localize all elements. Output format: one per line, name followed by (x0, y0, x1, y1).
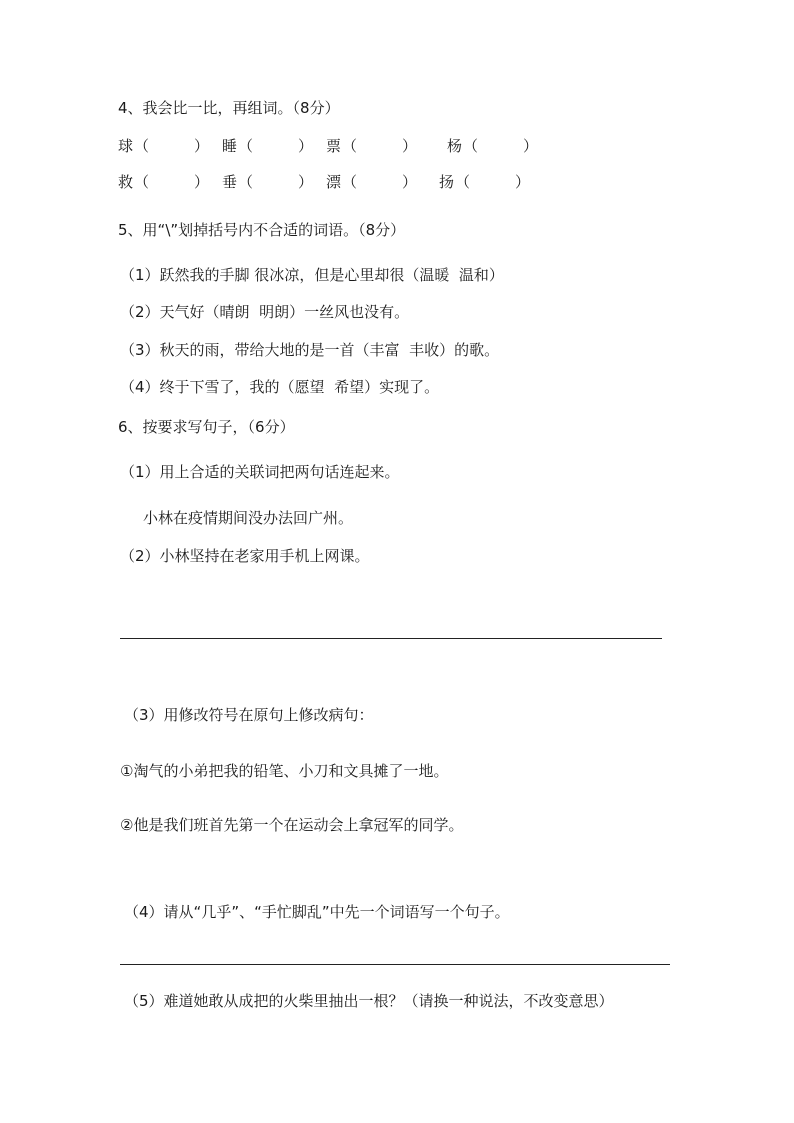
q4-row1-blank-2[interactable]: （ ） (238, 137, 314, 155)
q4-row1-blank-4[interactable]: （ ） (463, 137, 539, 155)
q4-row2-char-3: 漂 (326, 173, 342, 191)
q6-part4-instruction: （4）请从“几乎”、“手忙脚乱”中先一个词语写一个句子。 (124, 903, 510, 921)
q4-row2-char-2: 垂 (222, 173, 238, 191)
answer-line-1[interactable] (120, 638, 662, 639)
q6-part3-sentence-1: ①淘气的小弟把我的铅笔、小刀和文具摊了一地。 (120, 762, 449, 780)
q6-part1-sentence-b: （2）小林坚持在老家用手机上网课。 (120, 547, 370, 565)
answer-line-2[interactable] (120, 964, 670, 965)
q6-part3-sentence-2: ②他是我们班首先第一个在运动会上拿冠军的同学。 (120, 816, 464, 834)
q4-row2-char-4: 扬 (439, 173, 455, 191)
q5-item-3: （3）秋天的雨，带给大地的是一首（丰富 丰收）的歌。 (120, 341, 500, 359)
q6-part5-instruction: （5）难道她敢从成把的火柴里抽出一根？（请换一种说法，不改变意思） (124, 992, 614, 1010)
q4-row2-blank-3[interactable]: （ ） (342, 173, 418, 191)
q4-row2-char-1: 救 (118, 173, 134, 191)
q6-heading: 6、按要求写句子，（6分） (118, 418, 295, 436)
q6-part3-instruction: （3）用修改符号在原句上修改病句： (124, 706, 374, 724)
q4-row1-char-2: 睡 (222, 137, 238, 155)
q6-part1-sentence-a: 小林在疫情期间没办法回广州。 (143, 509, 354, 527)
q6-part1-instruction: （1）用上合适的关联词把两句话连起来。 (120, 463, 400, 481)
q5-item-4: （4）终于下雪了，我的（愿望 希望）实现了。 (120, 378, 440, 396)
q4-row1-blank-1[interactable]: （ ） (134, 137, 210, 155)
q4-row2-blank-2[interactable]: （ ） (238, 173, 314, 191)
q4-heading: 4、我会比一比，再组词。（8分） (118, 99, 340, 117)
q4-row1-char-4: 杨 (447, 137, 463, 155)
q4-row2-blank-4[interactable]: （ ） (455, 173, 531, 191)
q4-row1-blank-3[interactable]: （ ） (342, 137, 418, 155)
q5-item-2: （2）天气好（晴朗 明朗）一丝风也没有。 (120, 303, 410, 321)
q4-row1-char-3: 票 (326, 137, 342, 155)
q5-item-1: （1）跃然我的手脚 很冰凉，但是心里却很（温暖 温和） (120, 266, 504, 284)
q4-row2-blank-1[interactable]: （ ） (134, 173, 210, 191)
q5-heading: 5、用“\”划掉括号内不合适的词语。（8分） (118, 221, 406, 239)
q4-row1-char-1: 球 (118, 137, 134, 155)
